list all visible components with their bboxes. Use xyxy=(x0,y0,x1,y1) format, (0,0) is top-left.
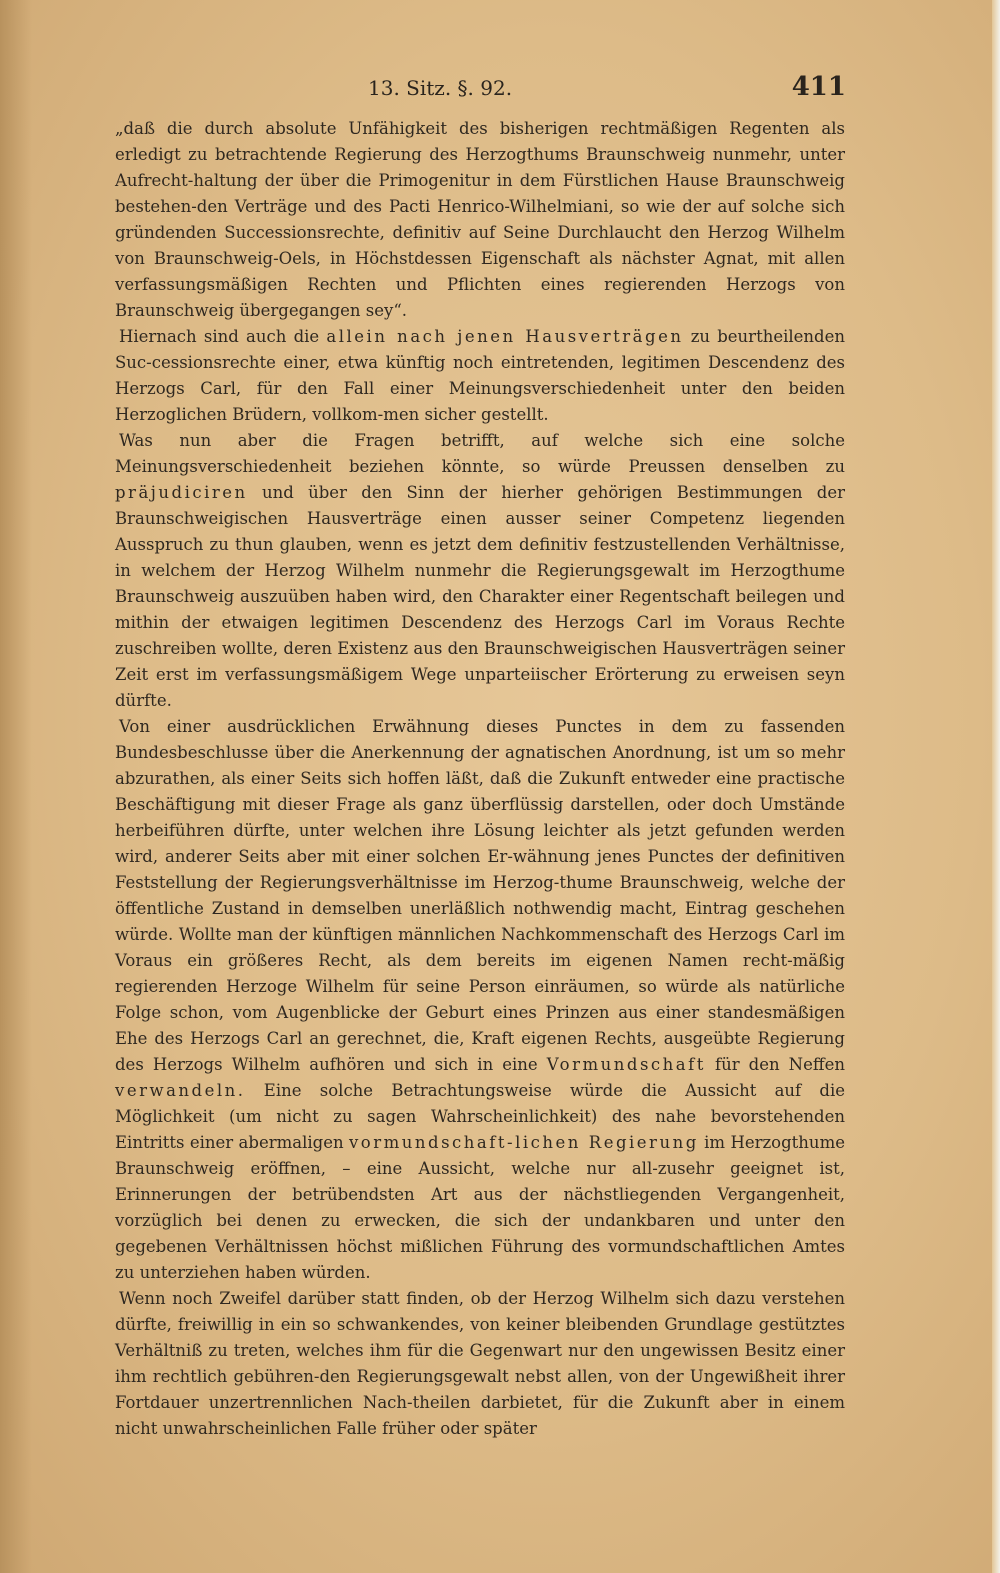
page-number: 411 xyxy=(791,72,846,102)
paragraph-4-text-d: im Herzogthume Braunschweig eröffnen, – eine Aussicht, welche nur all-zusehr geeignet ist, Erinnerungen der betrübendsten Art aus der nächstliegenden Vergangenheit, vorzüglich bei denen zu erwecken, die sich der undankbaren und unter den gegebenen Verhältnissen höchst mißlichen Führung des vormundschaftlichen Amtes zu unterziehen haben würden. xyxy=(115,1133,845,1282)
page-header xyxy=(110,66,850,106)
paragraph-2-spaced-text: allein nach jenen Hausverträgen xyxy=(326,327,684,346)
paragraph-3-spaced-text: präjudiciren xyxy=(115,483,248,502)
paragraph-3-text-b: und über den Sinn der hierher gehörigen Bestimmungen der Braunschweigischen Hausverträge einen ausser seiner Competenz liegenden Ausspruch zu thun glauben, wenn es jetzt dem definitiv festzustellenden Verhältnisse, in welchem der Herzog Wilhelm nunmehr die Regierungsgewalt im Herzogthume Braunschweig auszuüben haben wird, den Charakter einer Regentschaft beilegen und mithin der etwaigen legitimen Descendenz des Herzogs Carl im Voraus Rechte zuschreiben wollte, deren Existenz aus den Braunschweigischen Hausverträgen seiner Zeit erst im verfassungsmäßigem Wege unparteiischer Erörterung zu erweisen seyn dürfte. xyxy=(115,483,845,710)
paragraph-2 xyxy=(115,324,845,428)
running-head: 13. Sitz. §. 92. xyxy=(368,76,513,100)
paragraph-2-text-b: zu beurtheilenden Suc-cessionsrechte einer, etwa künftig noch eintretenden, legitimen Descendenz des Herzogs Carl, für den Fall einer Meinungsverschiedenheit unter den beiden Herzoglichen Brüdern, vollkom-men sicher gestellt. xyxy=(115,327,845,424)
body-text xyxy=(115,116,845,1442)
paragraph-4-text-a: Von einer ausdrücklichen Erwähnung dieses Punctes in dem zu fassenden Bundesbeschlusse über die Anerkennung der agnatischen Anordnung, ist um so mehr abzurathen, als einer Seits sich hoffen läßt, daß die Zukunft entweder eine practische Beschäftigung mit dieser Frage als ganz überflüssig darstellen, oder doch Umstände herbeiführen dürfte, unter welchen ihre Lösung leichter als jetzt gefunden werden wird, anderer Seits aber mit einer solchen Er-wähnung jenes Punctes der definitiven Feststellung der Regierungsverhältnisse im Herzog-thume Braunschweig, welche der öffentliche Zustand in demselben unerläßlich nothwendig macht, Eintrag geschehen würde. Wollte man der künftigen männlichen Nachkommenschaft des Herzogs Carl im Voraus ein größeres Recht, als dem bereits im eigenen Namen recht-mäßig regierenden Herzoge Wilhelm für seine Person einräumen, so würde als natürliche Folge schon, vom Augenblicke der Geburt eines Prinzen aus einer standesmäßigen Ehe des Herzogs Carl an gerechnet, die, Kraft eigenen Rechts, ausgeübte Regierung des Herzogs Wilhelm aufhören und sich in eine xyxy=(115,717,845,1074)
paragraph-4-text-b: für den Neffen xyxy=(705,1055,845,1074)
paragraph-4-text-c: Eine solche Betrachtungsweise würde die Aussicht auf die Möglichkeit (um nicht zu sagen Wahrscheinlichkeit) des nahe bevorstehenden Eintritts einer abermaligen xyxy=(115,1081,845,1152)
paragraph-3-text-a: Was nun aber die Fragen betrifft, auf welche sich eine solche Meinungsverschiedenheit beziehen könnte, so würde Preussen denselben zu xyxy=(115,431,845,476)
paragraph-2-text-a: Hiernach sind auch die xyxy=(119,327,327,346)
paragraph-4-spaced-text-a: Vormundschaft xyxy=(546,1055,706,1074)
paragraph-4 xyxy=(115,714,845,1286)
paragraph-5: Wenn noch Zweifel darüber statt finden, ob der Herzog Wilhelm sich dazu verstehen dürfte, freiwillig in ein so schwankendes, von keiner bleibenden Grundlage gestütztes Verhältniß zu treten, welches ihm für die Gegenwart nur den ungewissen Besitz einer ihm rechtlich gebühren-den Regierungsgewalt nebst allen, von der Ungewißheit ihrer Fortdauer unzertrennlichen Nach-theilen darbietet, für die Zukunft aber in einem nicht unwahrscheinlichen Falle früher oder später xyxy=(115,1289,845,1438)
page-edge xyxy=(992,0,1000,1573)
page-gutter-shadow xyxy=(0,0,32,1573)
paragraph-4-spaced-text-b: verwandeln. xyxy=(115,1081,246,1100)
paragraph-4-spaced-text-c: vormundschaft-lichen Regierung xyxy=(348,1133,699,1152)
paragraph-3 xyxy=(115,428,845,714)
paragraph-quote: „daß die durch absolute Unfähigkeit des bisherigen rechtmäßigen Regenten als erledigt zu betrachtende Regierung des Herzogthums Braunschweig nunmehr, unter Aufrecht-haltung der über die Primogenitur in dem Fürstlichen Hause Braunschweig bestehen-den Verträge und des Pacti Henrico-Wilhelmiani, so wie der auf solche sich gründenden Successionsrechte, definitiv auf Seine Durchlaucht den Herzog Wilhelm von Braunschweig-Oels, in Höchstdessen Eigenschaft als nächster Agnat, mit allen verfassungsmäßigen Rechten und Pflichten eines regierenden Herzogs von Braunschweig übergegangen sey“. xyxy=(115,119,845,320)
